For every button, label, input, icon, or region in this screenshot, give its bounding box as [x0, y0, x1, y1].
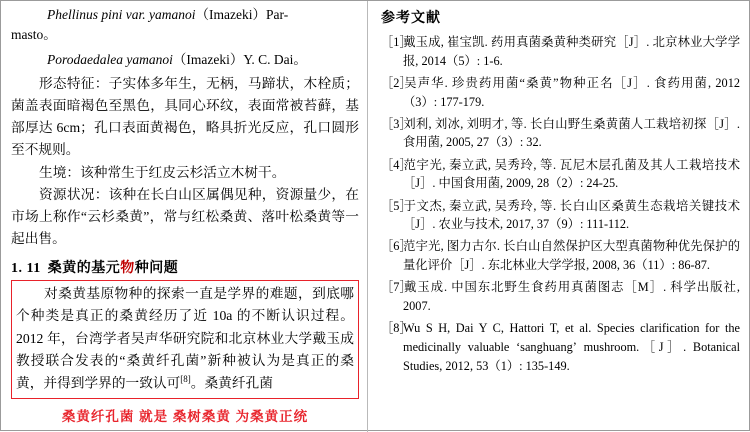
reference-text: 戴玉成. 中国东北野生食药用真菌图志［M］. 科学出版社, 2007.: [403, 280, 740, 313]
reference-item: [381, 319, 740, 375]
reference-item: [381, 237, 740, 274]
reference-text: Wu S H, Dai Y C, Hattori T, et al. Species clarification for the medicinally valuable ʻsanghuangʼ mushroom.［J］. Botanical Studies, 2012, 53（1）: 135-149.: [403, 321, 740, 373]
right-references-column: [369, 1, 750, 430]
red-annotation-note: 桑黄纤孔菌 就是 桑树桑黄 为桑黄正统: [61, 408, 309, 424]
reference-tag: ［2］: [381, 75, 412, 90]
reference-text: 戴玉成, 崔宝凯. 药用真菌桑黄种类研究［J］. 北京林业大学学报, 2014（5）: 1-6.: [403, 35, 740, 68]
reference-text: 于文杰, 秦立武, 吴秀玲, 等. 长白山区桑黄生态栽培关键技术［J］. 农业与技术, 2017, 37（9）: 111-112.: [403, 198, 740, 232]
reference-tag: ［6］: [381, 239, 412, 254]
reference-item: [381, 115, 740, 152]
species-author-1: （Imazeki）Par-: [195, 7, 289, 22]
highlighted-paragraph: [16, 283, 354, 395]
reference-item: [381, 33, 740, 70]
reference-item: [381, 74, 740, 111]
highlighted-text-before: 对桑黄基原物种的探索一直是学界的难题，到底哪个种类是真正的桑黄经历了近 10a 的不断认识过程。2012 年，台湾学者吴声华研究院和北京林业大学戴玉成教授联合发表的“桑黄纤孔菌”新种被认为是真正的桑黄，并得到学界的一致认可: [16, 286, 354, 391]
section-title-highlight: 物: [120, 261, 135, 277]
reference-tag: ［1］: [381, 35, 412, 49]
citation-superscript: [8]: [180, 374, 191, 385]
reference-text: 范宇光, 图力古尔. 长白山自然保护区大型真菌物种优先保护的量化评价［J］. 东北林业大学学报, 2008, 36（11）: 86-87.: [403, 239, 740, 273]
section-heading: [11, 257, 359, 277]
species-line-1: [11, 5, 359, 26]
species-line-1-continuation: masto。: [11, 26, 57, 42]
reference-tag: ［3］: [381, 116, 412, 131]
references-list: [381, 33, 740, 375]
section-title-part-2: 种问题: [134, 261, 179, 277]
species-name-italic-1: Phellinus pini var. yamanoi: [47, 7, 196, 22]
reference-tag: ［7］: [381, 280, 412, 295]
paragraph-resources: 资源状况：该种在长白山区属偶见种，资源量少，在市场上称作“云杉桑黄”，常与红松桑黄、落叶松桑黄等一起出售。: [11, 186, 359, 247]
reference-tag: ［8］: [381, 321, 412, 336]
highlighted-paragraph-box: [11, 280, 359, 399]
reference-text: 吴声华. 珍贵药用菌“桑黄”物种正名［J］. 食药用菌, 2012（3）: 177-179.: [403, 75, 740, 109]
section-number: 1. 11: [11, 261, 41, 277]
left-text-column: [1, 1, 367, 430]
reference-tag: ［4］: [381, 157, 412, 172]
column-divider: [367, 1, 368, 432]
species-author-2: （Imazeki）Y. C. Dai。: [172, 51, 307, 67]
reference-text: 刘利, 刘冰, 刘明才, 等. 长白山野生桑黄菌人工栽培初探［J］. 食用菌, 2005, 27（3）: 32.: [403, 116, 740, 150]
reference-text: 范宇光, 秦立武, 吴秀玲, 等. 瓦尼木层孔菌及其人工栽培技术［J］. 中国食用菌, 2009, 28（2）: 24-25.: [403, 157, 740, 191]
reference-tag: ［5］: [381, 198, 412, 213]
reference-item: [381, 197, 740, 234]
paragraph-morphology: 形态特征：子实体多年生，无柄，马蹄状，木栓质；菌盖表面暗褐色至黑色，具同心环纹，表面常被苔藓，基部厚达 6cm；孔口表面黄褐色，略具折光反应，孔口圆形至不规则。: [11, 75, 359, 158]
references-title: 参考文献: [381, 11, 441, 26]
reference-item: [381, 278, 740, 315]
paragraph-habitat: 生境：该种常生于红皮云杉活立木树干。: [39, 164, 286, 180]
species-line-2: [11, 50, 359, 71]
species-name-italic-2: Porodaedalea yamanoi: [47, 51, 173, 67]
reference-item: [381, 156, 740, 193]
section-title-part-1: 桑黄的基元: [47, 261, 121, 277]
highlighted-text-after: 。桑黄纤孔菌: [190, 375, 273, 391]
